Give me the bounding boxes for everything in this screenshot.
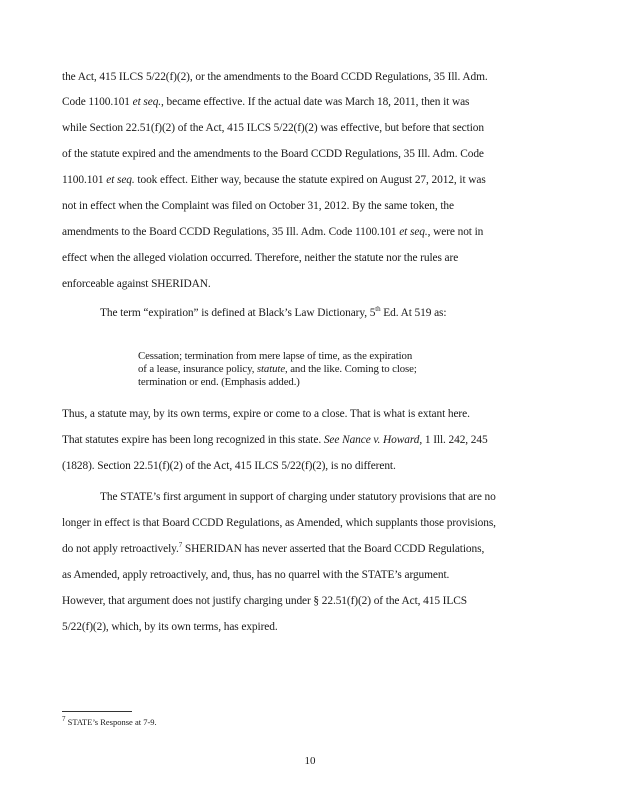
body-line: longer in effect is that Board CCDD Regulations, as Amended, which supplants those provisions,: [62, 517, 496, 529]
body-line: Thus, a statute may, by its own terms, expire or come to a close. That is what is extant here.: [62, 408, 470, 420]
body-line: 5/22(f)(2), which, by its own terms, has expired.: [62, 621, 278, 633]
body-line: However, that argument does not justify charging under § 22.51(f)(2) of the Act, 415 ILCS: [62, 595, 467, 607]
text-span: of a lease, insurance policy,: [138, 363, 257, 375]
text-span: 1100.101: [62, 174, 107, 186]
italic-emphasis: statute: [256, 363, 286, 375]
text-span: , and the like. Coming to close;: [285, 363, 417, 375]
body-line: of the statute expired and the amendments to the Board CCDD Regulations, 35 Ill. Adm. Code: [62, 148, 484, 160]
body-line: [62, 542, 484, 556]
superscript: th: [375, 305, 381, 314]
body-line: effect when the alleged violation occurred. Therefore, neither the statute nor the rules are: [62, 252, 459, 264]
body-line: not in effect when the Complaint was filed on October 31, 2012. By the same token, the: [62, 200, 454, 212]
body-line: the Act, 415 ILCS 5/22(f)(2), or the amendments to the Board CCDD Regulations, 35 Ill. Adm.: [62, 71, 488, 83]
italic-citation: et seq.: [399, 226, 428, 238]
body-line: [62, 95, 469, 109]
footnote-marker: 7: [62, 715, 66, 724]
page-number: 10: [304, 755, 316, 767]
text-span: amendments to the Board CCDD Regulations, 35 Ill. Adm. Code 1100.101: [62, 226, 400, 238]
italic-citation: See Nance v. Howard: [323, 434, 420, 446]
body-line: The STATE’s first argument in support of charging under statutory provisions that are no: [100, 491, 496, 503]
text-span: took effect. Either way, because the statute expired on August 27, 2012, it was: [134, 174, 486, 186]
italic-citation: et seq.: [106, 174, 135, 186]
body-line: as Amended, apply retroactively, and, thus, has no quarrel with the STATE’s argument.: [62, 569, 450, 581]
text-span: The term “expiration” is defined at Black’s Law Dictionary, 5: [100, 307, 376, 319]
quote-line: Cessation; termination from mere lapse of time, as the expiration: [138, 350, 413, 362]
body-line: while Section 22.51(f)(2) of the Act, 415 ILCS 5/22(f)(2) was effective, but before that section: [62, 122, 484, 134]
body-line: (1828). Section 22.51(f)(2) of the Act, 415 ILCS 5/22(f)(2), is no different.: [62, 460, 396, 472]
text-span: do not apply retroactively.: [62, 543, 179, 555]
footnote-divider: [62, 711, 132, 712]
text-span: That statutes expire has been long recognized in this state.: [62, 434, 324, 446]
quote-line: [138, 363, 417, 376]
text-span: Ed. At 519 as:: [380, 307, 447, 319]
text-span: Code 1100.101: [62, 96, 133, 108]
body-line: [62, 433, 488, 447]
italic-citation: et seq.: [132, 96, 162, 108]
footnote: [62, 717, 157, 727]
text-span: , 1 Ill. 242, 245: [419, 434, 488, 446]
text-span: SHERIDAN has never asserted that the Board CCDD Regulations,: [182, 543, 485, 555]
text-span: , were not in: [427, 226, 484, 238]
text-span: , became effective. If the actual date was March 18, 2011, then it was: [161, 96, 470, 108]
quote-line: termination or end. (Emphasis added.): [138, 376, 300, 388]
body-line: [62, 225, 483, 239]
body-line: [62, 173, 486, 187]
body-line: enforceable against SHERIDAN.: [62, 278, 211, 290]
footnote-text: STATE’s Response at 7-9.: [65, 717, 157, 727]
body-line: [100, 306, 446, 320]
footnote-reference: 7: [178, 541, 183, 550]
